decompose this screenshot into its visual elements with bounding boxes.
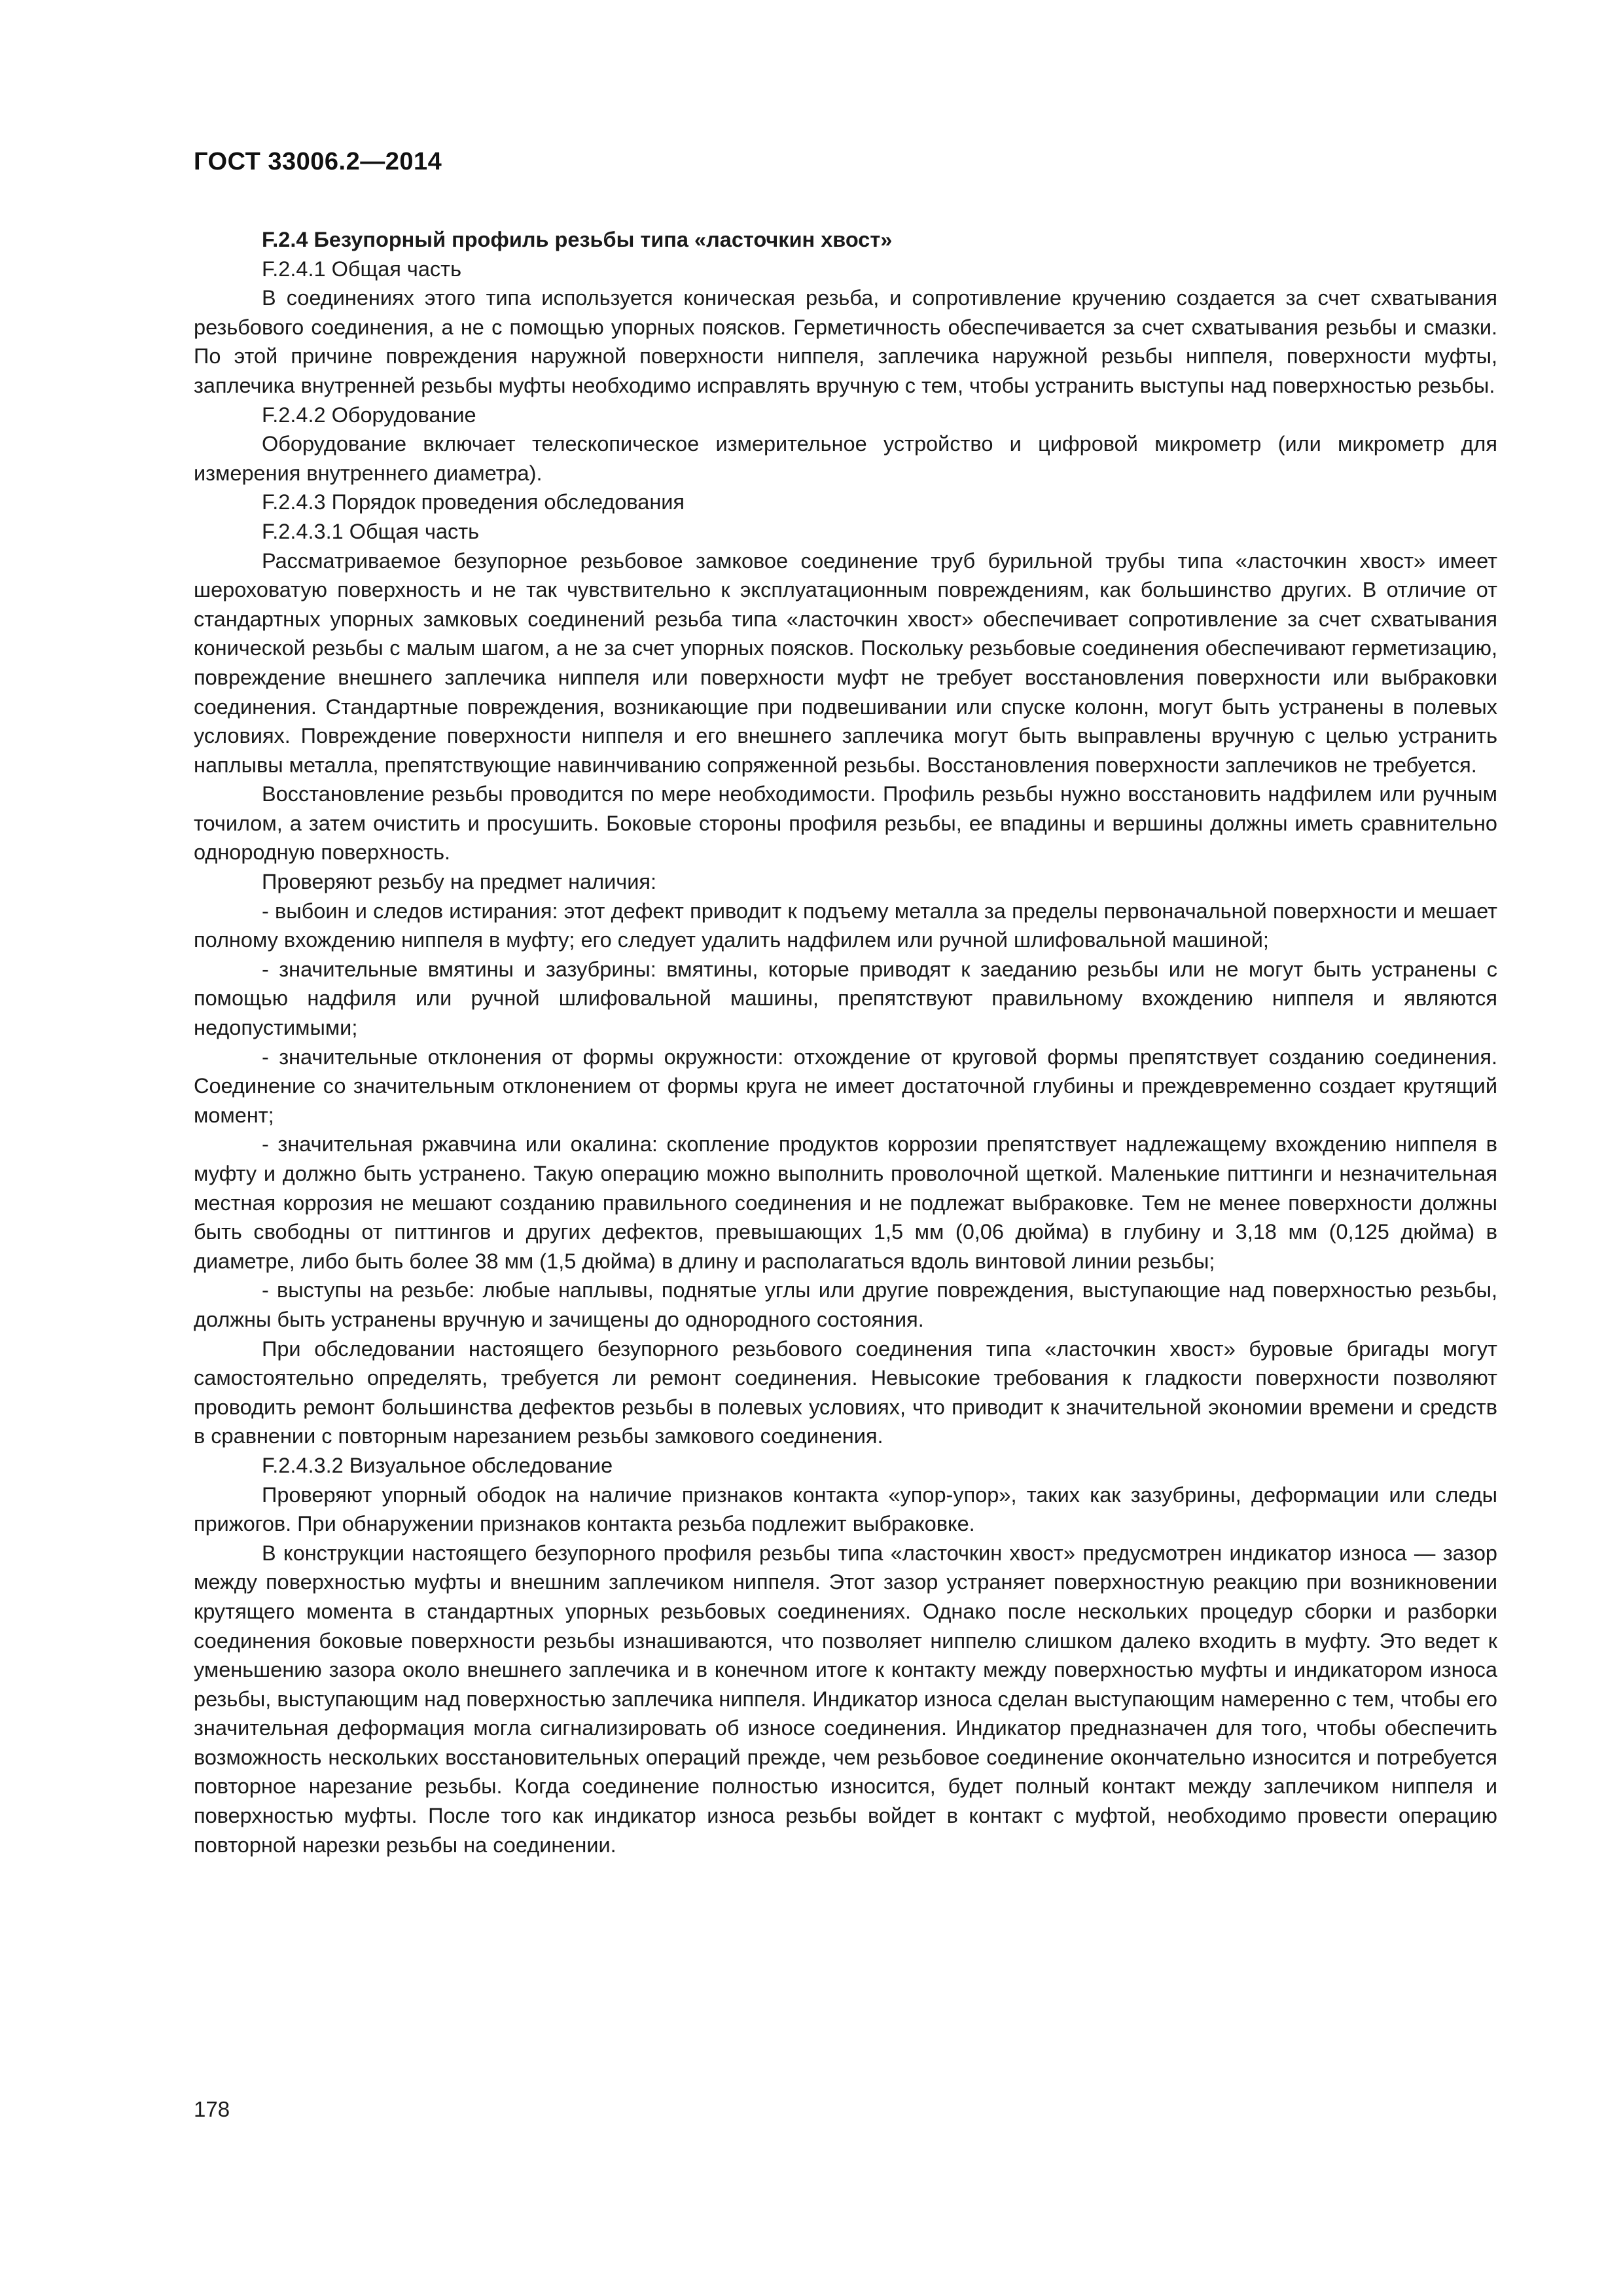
section-title: F.2.4 Безупорный профиль резьбы типа «ласточкин хвост» [262, 228, 893, 251]
paragraph: При обследовании настоящего безупорного резьбового соединения типа «ласточкин хвост» буровые бригады могут самостоятельно определять, требуется ли ремонт соединения. Невысокие требования к гладкости поверхности позволяют проводить ремонт большинства дефектов резьбы в полевых условиях, что приводит к значительной экономии времени и средств в сравнении с повторным нарезанием резьбы замкового соединения. [194, 1336, 1497, 1448]
list-item: - выступы на резьбе: любые наплывы, поднятые углы или другие повреждения, выступающие над поверхностью резьбы, должны быть устранены вручную и зачищены до однородного состояния. [194, 1278, 1497, 1331]
paragraph: Восстановление резьбы проводится по мере необходимости. Профиль резьбы нужно восстановить надфилем или ручным точилом, а затем очистить и просушить. Боковые стороны профиля резьбы, ее впадины и вершины должны иметь сравнительно однородную поверхность. [194, 782, 1497, 865]
subsection-heading-procedure: F.2.4.3 Порядок проведения обследования [262, 490, 685, 514]
paragraph: Рассматриваемое безупорное резьбовое замковое соединение труб бурильной трубы типа «ласточкин хвост» имеет шероховатую поверхность и не так чувствительно к эксплуатационным повреждениям, как большинство других. В отличие от стандартных упорных замковых соединений резьба типа «ласточкин хвост» обеспечивает сопротивление за счет схватывания конической резьбы с малым шагом, а не за счет упорных поясков. Поскольку резьбовые соединения обеспечивают герметизацию, повреждение внешнего заплечика ниппеля или поверхности муфт не требует восстановления поверхности или выбраковки соединения. Стандартные повреждения, возникающие при подвешивании или спуске колонн, могут быть устранены в полевых условиях. Повреждение поверхности ниппеля и его внешнего заплечика могут быть выправлены вручную с целью устранить наплывы металла, препятствующие навинчиванию сопряженной резьбы. Восстановления поверхности заплечиков не требуется. [194, 548, 1497, 777]
subsection-heading-equipment: F.2.4.2 Оборудование [262, 403, 476, 427]
paragraph: Проверяют резьбу на предмет наличия: [262, 870, 656, 894]
subsection-heading-general-part: F.2.4.3.1 Общая часть [262, 519, 480, 543]
list-item: - значительные отклонения от формы окружности: отхождение от круговой формы препятствует созданию соединения. Соединение со значительным отклонением от формы круга не имеет достаточной глубины и преждевременно создает крутящий момент; [194, 1045, 1497, 1127]
list-item: - значительные вмятины и зазубрины: вмятины, которые приводят к заеданию резьбы или не могут быть устранены с помощью надфиля или ручной шлифовальной машины, препятствуют правильному вхождению ниппеля и являются недопустимыми; [194, 957, 1497, 1040]
standard-header: ГОСТ 33006.2—2014 [194, 148, 442, 175]
paragraph: Проверяют упорный ободок на наличие признаков контакта «упор-упор», таких как зазубрины, деформации или следы прижогов. При обнаружении признаков контакта резьба подлежит выбраковке. [194, 1482, 1497, 1536]
paragraph: В конструкции настоящего безупорного профиля резьбы типа «ласточкин хвост» предусмотрен индикатор износа — зазор между поверхностью муфты и внешним заплечиком ниппеля. Этот зазор устраняет поверхностную реакцию при возникновении крутящего момента в стандартных упорных резьбовых соединениях. Однако после нескольких процедур сборки и разборки соединения боковые поверхности резьбы изнашиваются, что позволяет ниппелю слишком далеко входить в муфту. Это ведет к уменьшению зазора около внешнего заплечика и в конечном итоге к контакту между поверхностью муфты и индикатором износа резьбы, выступающим над поверхностью заплечика ниппеля. Индикатор износа сделан выступающим намеренно с тем, чтобы его значительная деформация могла сигнализировать об износе соединения. Индикатор предназначен для того, чтобы обеспечить возможность нескольких восстановительных операций прежде, чем резьбовое соединение окончательно износится и потребуется повторное нарезание резьбы. Когда соединение полностью износится, будет полный контакт между заплечиком ниппеля и поверхностью муфты. После того как индикатор износа резьбы войдет в контакт с муфтой, необходимо провести операцию повторной нарезки резьбы на соединении. [194, 1541, 1497, 1857]
document-body [194, 225, 1497, 1859]
paragraph: В соединениях этого типа используется коническая резьба, и сопротивление кручению создается за счет схватывания резьбового соединения, а не с помощью упорных поясков. Герметичность обеспечивается за счет схватывания резьбы и смазки. По этой причине повреждения наружной поверхности ниппеля, заплечика наружной резьбы ниппеля, поверхности муфты, заплечика внутренней резьбы муфты необходимо исправлять вручную с тем, чтобы устранить выступы над поверхностью резьбы. [194, 286, 1497, 397]
subsection-heading-visual: F.2.4.3.2 Визуальное обследование [262, 1453, 613, 1477]
paragraph: Оборудование включает телескопическое измерительное устройство и цифровой микрометр (или микрометр для измерения внутреннего диаметра). [194, 432, 1497, 485]
page-number: 178 [194, 2097, 230, 2121]
subsection-heading-general: F.2.4.1 Общая часть [262, 257, 462, 281]
list-item: - значительная ржавчина или окалина: скопление продуктов коррозии препятствует надлежащему вхождению ниппеля в муфту и должно быть устранено. Такую операцию можно выполнить проволочной щеткой. Маленькие питтинги и незначительная местная коррозия не мешают созданию правильного соединения и не подлежат выбраковке. Тем не менее поверхности должны быть свободны от питтингов и других дефектов, превышающих 1,5 мм (0,06 дюйма) в глубину и 3,18 мм (0,125 дюйма) в диаметре, либо быть более 38 мм (1,5 дюйма) в длину и располагаться вдоль винтовой линии резьбы; [194, 1132, 1497, 1273]
list-item: - выбоин и следов истирания: этот дефект приводит к подъему металла за пределы первоначальной поверхности и мешает полному вхождению ниппеля в муфту; его следует удалить надфилем или ручной шлифовальной машиной; [194, 899, 1497, 952]
